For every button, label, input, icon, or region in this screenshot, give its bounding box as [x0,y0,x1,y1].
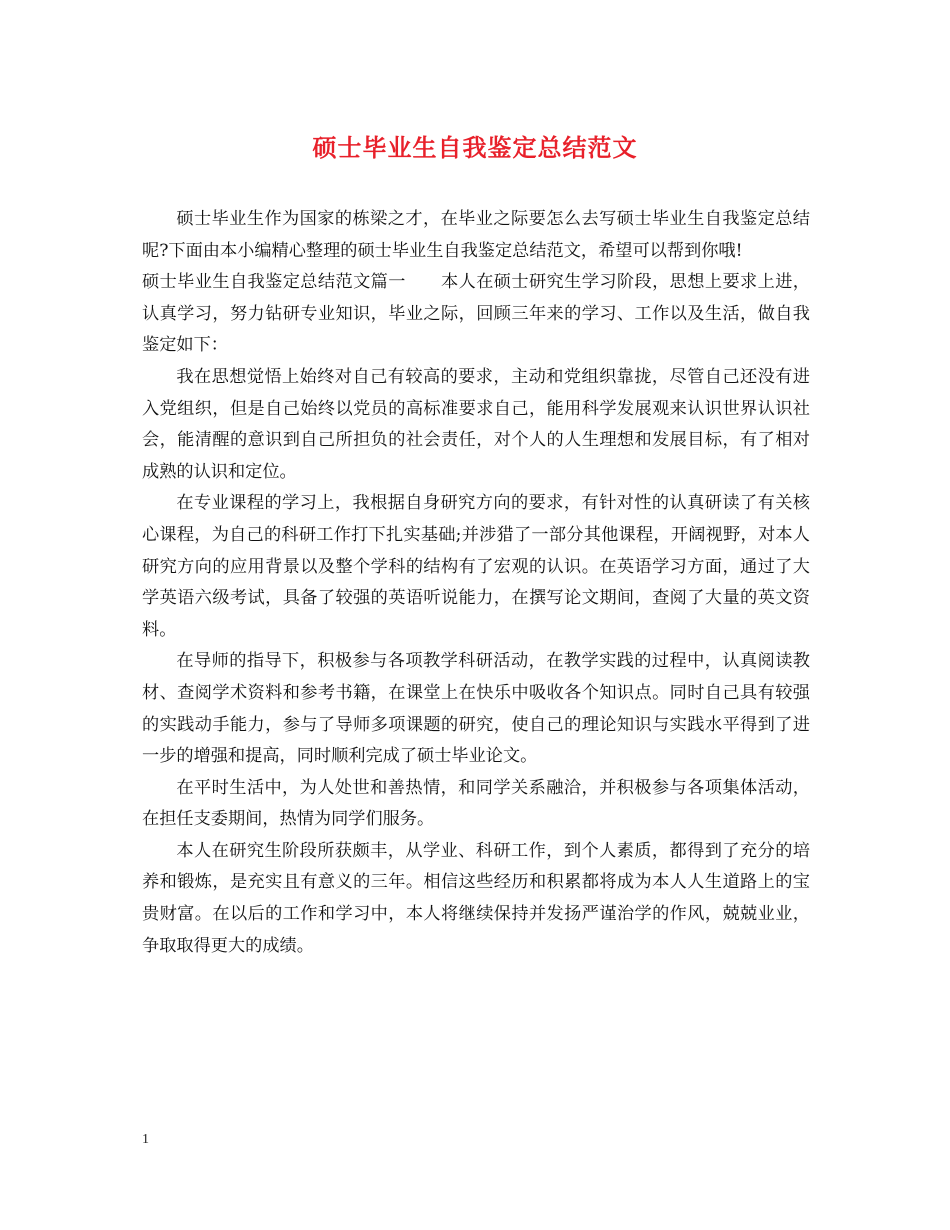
document-body [142,204,810,962]
document-title: 硕士毕业生自我鉴定总结范文 [312,133,638,162]
paragraph-life: 在平时生活中，为人处世和善热情，和同学关系融洽，并积极参与各项集体活动，在担任支委期间，热情为同学们服务。 [142,777,810,830]
paragraph-ideology: 我在思想觉悟上始终对自己有较高的要求，主动和党组织靠拢，尽管自己还没有进入党组织，但是自己始终以党员的高标准要求自己，能用科学发展观来认识世界认识社会，能清醒的意识到自己所担负的社会责任，对个人的人生理想和发展目标，有了相对成熟的认识和定位。 [142,366,810,482]
page-number: 1 [142,1132,149,1147]
section-heading-paragraph: 硕士毕业生自我鉴定总结范文篇一 本人在硕士研究生学习阶段，思想上要求上进，认真学习，努力钻研专业知识，毕业之际，回顾三年来的学习、工作以及生活，做自我鉴定如下： [142,272,810,356]
paragraph-coursework: 在专业课程的学习上，我根据自身研究方向的要求，有针对性的认真研读了有关核心课程，为自己的科研工作打下扎实基础;并涉猎了一部分其他课程，开阔视野，对本人研究方向的应用背景以及整个学科的结构有了宏观的认识。在英语学习方面，通过了大学英语六级考试，具备了较强的英语听说能力，在撰写论文期间，查阅了大量的英文资料。 [142,493,810,640]
intro-paragraph: 硕士毕业生作为国家的栋梁之才，在毕业之际要怎么去写硕士毕业生自我鉴定总结呢?下面由本小编精心整理的硕士毕业生自我鉴定总结范文，希望可以帮到你哦! [142,209,810,261]
paragraph-conclusion: 本人在研究生阶段所获颇丰，从学业、科研工作，到个人素质，都得到了充分的培养和锻炼，是充实且有意义的三年。相信这些经历和积累都将成为本人人生道路上的宝贵财富。在以后的工作和学习中，本人将继续保持并发扬严谨治学的作风，兢兢业业，争取取得更大的成绩。 [142,840,810,956]
paragraph-research: 在导师的指导下，积极参与各项教学科研活动，在教学实践的过程中，认真阅读教材、查阅学术资料和参考书籍，在课堂上在快乐中吸收各个知识点。同时自己具有较强的实践动手能力，参与了导师多项课题的研究，使自己的理论知识与实践水平得到了进一步的增强和提高，同时顺利完成了硕士毕业论文。 [142,651,810,767]
